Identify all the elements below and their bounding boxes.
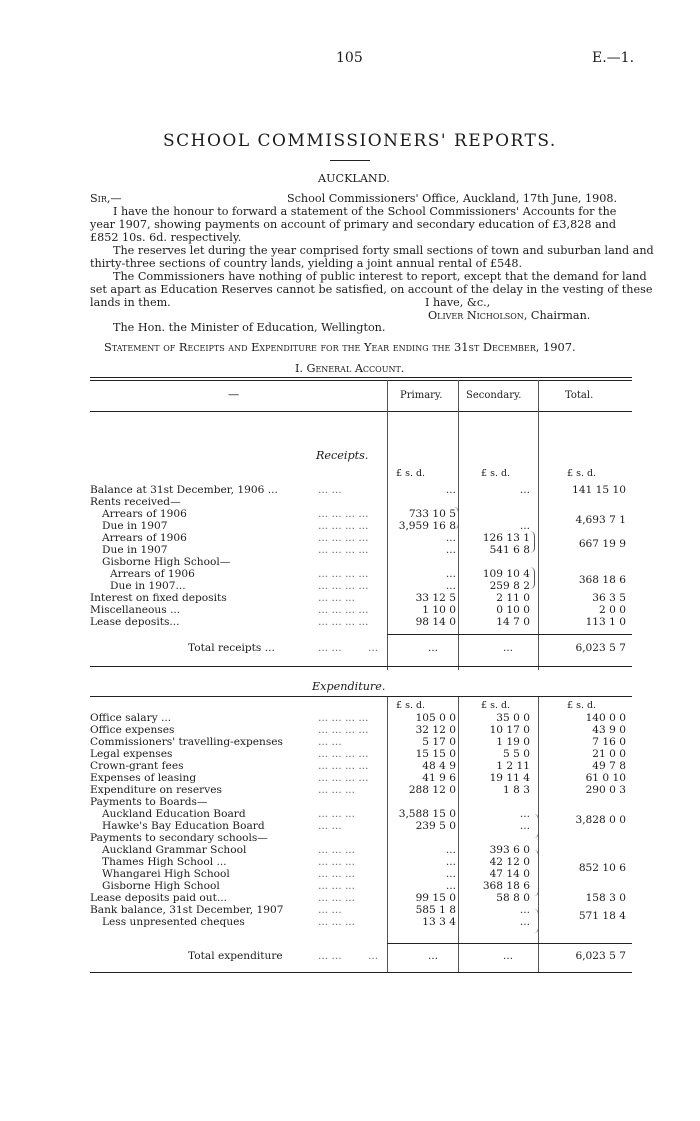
row-total: 290 0 3 xyxy=(585,784,626,796)
row-label: Thames High School ... xyxy=(102,856,227,868)
page-number: 105 xyxy=(336,50,363,66)
letter-office-line: School Commissioners' Office, Auckland, 17th June, 1908. xyxy=(287,192,618,205)
row-secondary: 19 11 4 xyxy=(489,772,530,784)
table-row xyxy=(90,484,630,496)
col-head-primary: Primary. xyxy=(400,390,443,401)
row-secondary: 0 10 0 xyxy=(496,604,530,616)
row-dots: ... ... ... xyxy=(318,844,356,856)
letter-salutation: Sir,— xyxy=(90,192,122,205)
row-label: Bank balance, 31st December, 1907 xyxy=(90,904,284,916)
row-primary: 32 12 0 xyxy=(415,724,456,736)
table-row xyxy=(90,880,630,892)
row-total: 571 18 4 xyxy=(578,910,626,922)
table-bottom-rule xyxy=(90,972,632,973)
row-dots: ... ... ... xyxy=(318,784,356,796)
row-secondary: 126 13 1 xyxy=(482,532,530,544)
row-dots: ... ... ... ... xyxy=(318,724,369,736)
row-secondary: 1 8 3 xyxy=(503,784,530,796)
row-total: 61 0 10 xyxy=(585,772,626,784)
row-label: Miscellaneous ... xyxy=(90,604,181,616)
col-head-total: Total. xyxy=(565,390,594,401)
row-label: Gisborne High School xyxy=(102,880,220,892)
document-code: E.—1. xyxy=(592,50,635,66)
row-primary: 288 12 0 xyxy=(408,784,456,796)
row-secondary: ... xyxy=(519,904,530,916)
table-top-rule-2 xyxy=(90,380,632,381)
row-dots: ... ... ... xyxy=(318,892,356,904)
row-label: Due in 1907 xyxy=(102,520,168,532)
receipts-lsd-total: £ s. d. xyxy=(567,468,597,479)
letter-para3-line2: set apart as Education Reserves cannot be satisfied, on account of the delay in the vesting of these xyxy=(90,283,653,296)
row-label: Auckland Grammar School xyxy=(102,844,247,856)
table-row xyxy=(90,568,630,580)
row-primary: 5 17 0 xyxy=(422,736,456,748)
total-expenditure-secondary: ... xyxy=(502,950,514,962)
total-expenditure-total: 6,023 5 7 xyxy=(575,950,626,962)
receipts-lsd-secondary: £ s. d. xyxy=(481,468,511,479)
row-secondary: 35 0 0 xyxy=(496,712,530,724)
row-total: 368 18 6 xyxy=(578,574,626,586)
total-receipts-leader: ... xyxy=(368,642,379,654)
row-label: Balance at 31st December, 1906 ... xyxy=(90,484,278,496)
row-label: Office expenses xyxy=(90,724,175,736)
row-total: 21 0 0 xyxy=(592,748,626,760)
signature-title: , Chairman. xyxy=(523,309,591,322)
row-total: 140 0 0 xyxy=(585,712,626,724)
row-dots: ... ... ... xyxy=(318,880,356,892)
row-primary: 48 4 9 xyxy=(422,760,456,772)
letter-closing: I have, &c., xyxy=(425,296,491,309)
row-label: Office salary ... xyxy=(90,712,172,724)
row-dots: ... ... xyxy=(318,484,342,496)
col-head-description: — xyxy=(228,388,240,401)
row-secondary: 368 18 6 xyxy=(482,880,530,892)
row-label: Crown-grant fees xyxy=(90,760,184,772)
row-primary: 3,588 15 0 xyxy=(398,808,456,820)
table-row xyxy=(90,748,630,760)
table-row xyxy=(90,712,630,724)
row-dots: ... ... ... ... xyxy=(318,544,369,556)
row-secondary: 5 5 0 xyxy=(503,748,530,760)
row-label: Payments to Boards— xyxy=(90,796,208,808)
total-receipts-primary: ... xyxy=(427,642,439,654)
table-row xyxy=(90,844,630,856)
row-label: Lease deposits... xyxy=(90,616,180,628)
row-secondary: 541 6 8 xyxy=(489,544,530,556)
row-secondary: ... xyxy=(519,820,530,832)
brace-bank xyxy=(534,909,539,933)
row-label: Interest on fixed deposits xyxy=(90,592,227,604)
row-secondary: ... xyxy=(519,520,530,532)
row-total: 158 3 0 xyxy=(585,892,626,904)
row-dots: ... ... ... xyxy=(318,592,356,604)
row-secondary: 47 14 0 xyxy=(489,868,530,880)
table-row xyxy=(90,616,630,628)
receipts-heading: Receipts. xyxy=(316,449,369,462)
table-row xyxy=(90,604,630,616)
row-primary: 1 10 0 xyxy=(422,604,456,616)
row-dots: ... ... ... ... xyxy=(318,568,369,580)
receipts-sum-rule xyxy=(387,634,632,635)
row-primary: 13 3 4 xyxy=(422,916,456,928)
total-receipts-row xyxy=(90,642,630,654)
row-secondary: 2 11 0 xyxy=(496,592,530,604)
row-label: Lease deposits paid out... xyxy=(90,892,227,904)
total-receipts-secondary: ... xyxy=(502,642,514,654)
row-primary: ... xyxy=(445,844,456,856)
row-primary: 41 9 6 xyxy=(422,772,456,784)
header-bottom-rule xyxy=(90,411,632,412)
row-primary: 733 10 5 xyxy=(408,508,456,520)
total-expenditure-row xyxy=(90,950,630,962)
row-total: 667 19 9 xyxy=(578,538,626,550)
letter-signature xyxy=(428,309,590,322)
row-dots: ... ... ... ... xyxy=(318,772,369,784)
row-primary: 15 15 0 xyxy=(415,748,456,760)
total-receipts-label: Total receipts ... xyxy=(188,642,275,654)
row-primary: ... xyxy=(445,532,456,544)
table-row xyxy=(90,760,630,772)
letter-addressee: The Hon. the Minister of Education, Wellington. xyxy=(113,321,386,334)
table-row xyxy=(90,808,630,820)
row-total: 3,828 0 0 xyxy=(575,814,626,826)
row-label: Due in 1907... xyxy=(110,580,186,592)
row-dots: ... ... ... xyxy=(318,868,356,880)
row-secondary: ... xyxy=(519,916,530,928)
table-row xyxy=(90,856,630,868)
row-dots: ... ... ... ... xyxy=(318,604,369,616)
row-label: Due in 1907 xyxy=(102,544,168,556)
brace-boards xyxy=(534,814,539,838)
row-primary: 239 5 0 xyxy=(415,820,456,832)
row-primary: 105 0 0 xyxy=(415,712,456,724)
row-dots: ... ... ... ... xyxy=(318,580,369,592)
row-secondary: 1 19 0 xyxy=(496,736,530,748)
row-dots: ... ... ... ... xyxy=(318,616,369,628)
row-total: 4,693 7 1 xyxy=(575,514,626,526)
row-primary: 99 15 0 xyxy=(415,892,456,904)
row-secondary: 1 2 11 xyxy=(496,760,530,772)
row-label: Expenses of leasing xyxy=(90,772,197,784)
table-row xyxy=(90,532,630,544)
row-secondary: 42 12 0 xyxy=(489,856,530,868)
row-dots: ... ... xyxy=(318,736,342,748)
total-expenditure-leader: ... xyxy=(368,950,379,962)
row-dots: ... ... ... ... xyxy=(318,748,369,760)
row-dots: ... ... ... xyxy=(318,856,356,868)
row-label: Arrears of 1906 xyxy=(102,508,187,520)
letter-para1-line2: year 1907, showing payments on account of primary and secondary education of £3,828 and xyxy=(90,218,617,231)
row-primary: 585 1 8 xyxy=(415,904,456,916)
row-label: Gisborne High School— xyxy=(102,556,231,568)
row-total: 852 10 6 xyxy=(578,862,626,874)
total-expenditure-dots: ... ... xyxy=(318,950,342,962)
row-secondary: ... xyxy=(519,484,530,496)
row-total: 2 0 0 xyxy=(599,604,626,616)
row-primary: ... xyxy=(445,568,456,580)
row-dots: ... ... ... xyxy=(318,916,356,928)
table-row xyxy=(90,736,630,748)
row-secondary: 10 17 0 xyxy=(489,724,530,736)
row-secondary: 58 8 0 xyxy=(496,892,530,904)
row-label: Commissioners' travelling-expenses xyxy=(90,736,283,748)
row-label: Hawke's Bay Education Board xyxy=(102,820,265,832)
row-primary: ... xyxy=(445,880,456,892)
table-row xyxy=(90,784,630,796)
receipts-bottom-rule xyxy=(90,666,632,667)
row-label: Rents received— xyxy=(90,496,181,508)
expenditure-heading: Expenditure. xyxy=(312,680,386,693)
row-secondary: 14 7 0 xyxy=(496,616,530,628)
total-receipts-total: 6,023 5 7 xyxy=(575,642,626,654)
row-primary: 33 12 5 xyxy=(415,592,456,604)
row-dots: ... ... ... xyxy=(318,808,356,820)
expenditure-top-rule xyxy=(90,696,632,697)
row-primary: ... xyxy=(445,544,456,556)
table-row xyxy=(90,592,630,604)
row-label: Arrears of 1906 xyxy=(102,532,187,544)
row-label: Legal expenses xyxy=(90,748,173,760)
row-dots: ... ... ... ... xyxy=(318,532,369,544)
receipts-lsd-primary: £ s. d. xyxy=(396,468,426,479)
row-primary: 3,959 16 8 xyxy=(398,520,456,532)
row-total: 43 9 0 xyxy=(592,724,626,736)
row-label: Payments to secondary schools— xyxy=(90,832,268,844)
table-row xyxy=(90,772,630,784)
letter-para3-line3: lands in them. xyxy=(90,296,171,309)
row-label: Less unpresented cheques xyxy=(102,916,245,928)
table-row xyxy=(90,508,630,520)
letter-para1-line1: I have the honour to forward a statement of the School Commissioners' Accounts for the xyxy=(113,205,617,218)
brace-rents-primary xyxy=(454,507,459,529)
exp-lsd-primary: £ s. d. xyxy=(396,700,426,711)
row-total: 141 15 10 xyxy=(572,484,626,496)
exp-lsd-total: £ s. d. xyxy=(567,700,597,711)
row-secondary: 393 6 0 xyxy=(489,844,530,856)
row-primary: ... xyxy=(445,856,456,868)
row-dots: ... ... ... ... xyxy=(318,712,369,724)
total-expenditure-label: Total expenditure xyxy=(188,950,283,962)
row-label: Expenditure on reserves xyxy=(90,784,222,796)
table-row xyxy=(90,556,630,568)
brace-rents-secondary xyxy=(530,531,535,553)
place-heading: AUCKLAND. xyxy=(318,172,390,185)
table-row xyxy=(90,724,630,736)
row-label: Arrears of 1906 xyxy=(110,568,195,580)
row-primary: 98 14 0 xyxy=(415,616,456,628)
total-expenditure-primary: ... xyxy=(427,950,439,962)
signature-name: Oliver Nicholson xyxy=(428,309,524,322)
table-row xyxy=(90,904,630,916)
row-primary: ... xyxy=(445,484,456,496)
row-total: 113 1 0 xyxy=(585,616,626,628)
row-dots: ... ... ... ... xyxy=(318,520,369,532)
statement-subtitle: I. General Account. xyxy=(295,362,405,375)
page-title: SCHOOL COMMISSIONERS' REPORTS. xyxy=(163,131,557,151)
row-dots: ... ... xyxy=(318,904,342,916)
brace-gisborne xyxy=(530,567,535,589)
col-head-secondary: Secondary. xyxy=(466,390,522,401)
table-row xyxy=(90,832,630,844)
row-total: 7 16 0 xyxy=(592,736,626,748)
row-secondary: ... xyxy=(519,808,530,820)
row-dots: ... ... ... ... xyxy=(318,508,369,520)
statement-title: Statement of Receipts and Expenditure for the Year ending the 31st December, 1907. xyxy=(104,340,576,354)
row-secondary: 109 10 4 xyxy=(482,568,530,580)
exp-sum-rule xyxy=(387,943,632,944)
table-row xyxy=(90,796,630,808)
table-row xyxy=(90,892,630,904)
total-receipts-dots: ... ... xyxy=(318,642,342,654)
table-top-rule xyxy=(90,377,632,378)
letter-para2-line1: The reserves let during the year comprised forty small sections of town and suburban land and xyxy=(113,244,654,257)
letter-para2-line2: thirty-three sections of country lands, yielding a joint annual rental of £548. xyxy=(90,257,523,270)
brace-schools xyxy=(534,850,539,896)
table-row xyxy=(90,496,630,508)
row-primary: ... xyxy=(445,868,456,880)
row-label: Whangarei High School xyxy=(102,868,230,880)
letter-para1-line3: £852 10s. 6d. respectively. xyxy=(90,231,242,244)
title-rule xyxy=(330,160,370,161)
letter-para3-line1: The Commissioners have nothing of public interest to report, except that the demand for land xyxy=(113,270,647,283)
row-secondary: 259 8 2 xyxy=(489,580,530,592)
row-label: Auckland Education Board xyxy=(102,808,246,820)
row-total: 49 7 8 xyxy=(592,760,626,772)
row-dots: ... ... xyxy=(318,820,342,832)
exp-lsd-secondary: £ s. d. xyxy=(481,700,511,711)
row-total: 36 3 5 xyxy=(592,592,626,604)
row-primary: ... xyxy=(445,580,456,592)
row-dots: ... ... ... ... xyxy=(318,760,369,772)
